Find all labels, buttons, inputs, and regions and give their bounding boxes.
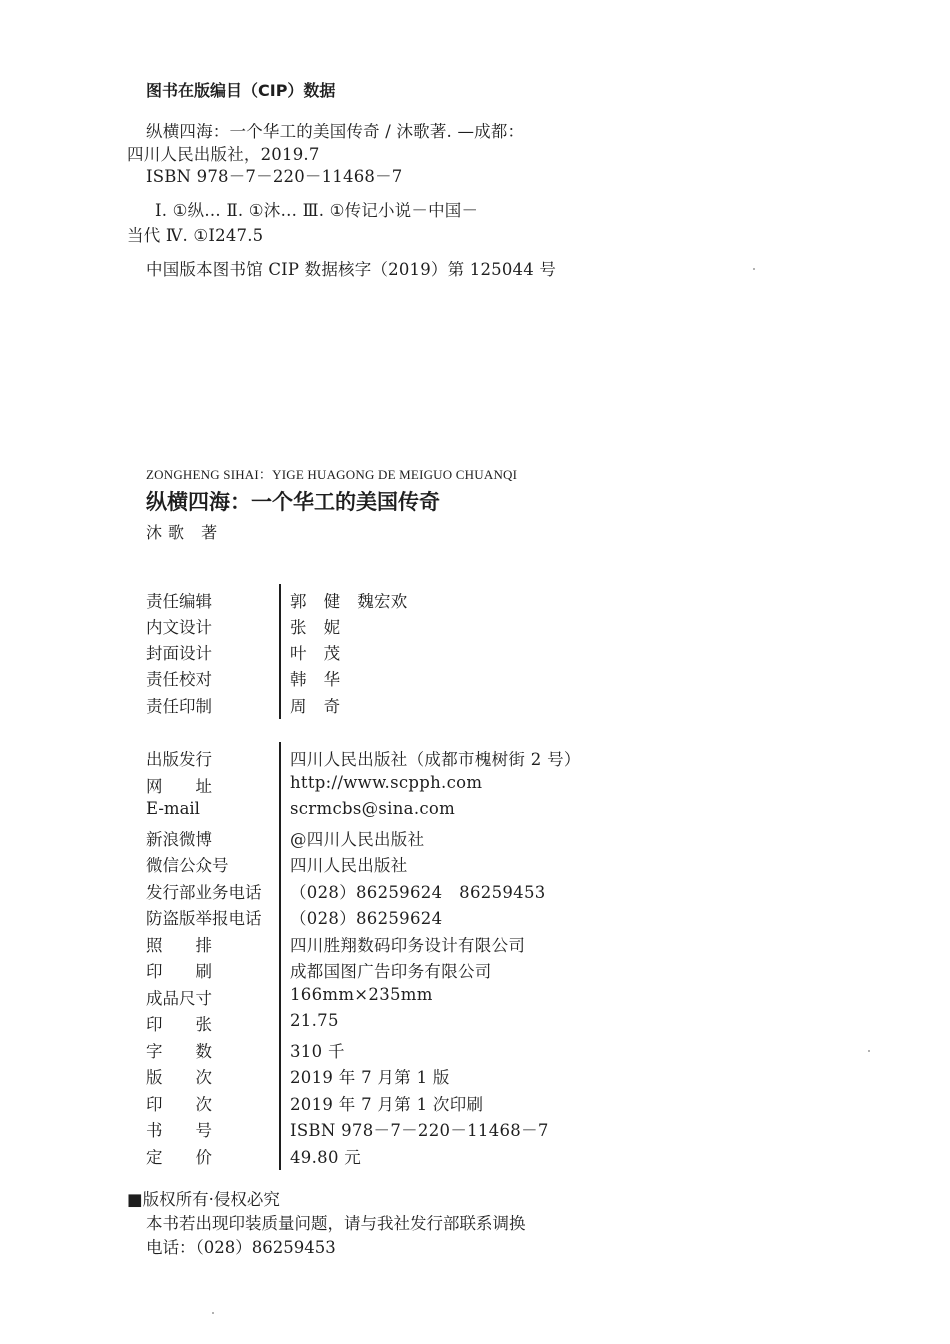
copyright-notice: ■版权所有·侵权必究 [127, 1190, 280, 1209]
publication-label: 印 张 [146, 1015, 212, 1034]
book-author: 沐歌 著 [146, 523, 224, 542]
publication-label: 成品尺寸 [146, 989, 212, 1008]
cip-line-classification: Ⅰ. ①纵… Ⅱ. ①沐… Ⅲ. ①传记小说－中国－ [155, 201, 479, 220]
publication-value: 310 千 [290, 1042, 345, 1061]
credit-row [0, 693, 950, 719]
cip-line-classification-cont: 当代 Ⅳ. ①I247.5 [127, 226, 264, 245]
credit-label: 内文设计 [146, 618, 212, 637]
publication-label: 照 排 [146, 936, 212, 955]
scan-speck [868, 1050, 870, 1052]
publication-value: scrmcbs@sina.com [290, 799, 456, 818]
credit-label: 责任编辑 [146, 592, 212, 611]
publication-label: 印 次 [146, 1095, 212, 1114]
scan-speck [753, 268, 755, 270]
publication-row [0, 1091, 950, 1117]
publication-row [0, 905, 950, 931]
publication-value: 2019 年 7 月第 1 次印刷 [290, 1095, 484, 1114]
credit-label: 封面设计 [146, 644, 212, 663]
publication-row [0, 826, 950, 852]
publication-label: 定 价 [146, 1148, 212, 1167]
quality-notice: 本书若出现印装质量问题，请与我社发行部联系调换 [146, 1214, 526, 1233]
publication-row [0, 958, 950, 984]
book-title-pinyin: ZONGHENG SIHAI：YIGE HUAGONG DE MEIGUO CHUANQI [146, 467, 518, 482]
publication-label: 新浪微博 [146, 830, 212, 849]
publication-row [0, 799, 950, 825]
publication-value: （028）86259624 86259453 [290, 883, 546, 902]
publication-value: ISBN 978－7－220－11468－7 [290, 1121, 549, 1140]
publication-value: 四川人民出版社 [290, 856, 408, 875]
credit-label: 责任印制 [146, 697, 212, 716]
publication-value: @四川人民出版社 [290, 830, 425, 849]
publication-label: 书 号 [146, 1121, 212, 1140]
publication-label: E-mail [146, 799, 200, 818]
publication-label: 字 数 [146, 1042, 212, 1061]
cip-line-isbn: ISBN 978－7－220－11468－7 [146, 167, 403, 186]
contact-phone: 电话：（028）86259453 [146, 1238, 336, 1257]
publication-row [0, 852, 950, 878]
credit-row [0, 666, 950, 692]
publication-value: 21.75 [290, 1011, 339, 1030]
publication-row [0, 773, 950, 799]
credit-row [0, 640, 950, 666]
publication-value: （028）86259624 [290, 909, 443, 928]
scan-speck [212, 1312, 214, 1314]
book-title: 纵横四海：一个华工的美国传奇 [146, 490, 440, 514]
publication-value: 四川人民出版社（成都市槐树街 2 号） [290, 750, 581, 769]
publication-value: 四川胜翔数码印务设计有限公司 [290, 936, 526, 955]
publication-row [0, 1117, 950, 1143]
publication-value: http://www.scpph.com [290, 773, 483, 792]
publication-value: 成都国图广告印务有限公司 [290, 962, 492, 981]
publication-row [0, 1064, 950, 1090]
publication-label: 印 刷 [146, 962, 212, 981]
cip-line-record-number: 中国版本图书馆 CIP 数据核字（2019）第 125044 号 [146, 260, 557, 279]
cip-line-title: 纵横四海：一个华工的美国传奇 / 沐歌著. —成都： [146, 122, 525, 141]
publication-label: 网 址 [146, 777, 212, 796]
publication-row [0, 1038, 950, 1064]
publication-row [0, 746, 950, 772]
publication-label: 版 次 [146, 1068, 212, 1087]
publication-label: 发行部业务电话 [146, 883, 262, 902]
publication-label: 出版发行 [146, 750, 212, 769]
publication-row [0, 1144, 950, 1170]
publication-value: 2019 年 7 月第 1 版 [290, 1068, 450, 1087]
credit-label: 责任校对 [146, 670, 212, 689]
credit-value: 周 奇 [290, 697, 341, 716]
publication-row [0, 985, 950, 1011]
credit-value: 叶 茂 [290, 644, 341, 663]
credit-value: 郭 健 魏宏欢 [290, 592, 408, 611]
publication-label: 微信公众号 [146, 856, 229, 875]
publication-value: 166mm×235mm [290, 985, 433, 1004]
credit-row [0, 614, 950, 640]
credit-row [0, 588, 950, 614]
cip-heading: 图书在版编目（CIP）数据 [146, 81, 336, 100]
publication-row [0, 1011, 950, 1037]
credit-value: 韩 华 [290, 670, 341, 689]
credit-value: 张 妮 [290, 618, 341, 637]
publication-label: 防盗版举报电话 [146, 909, 262, 928]
publication-row [0, 932, 950, 958]
cip-line-publisher: 四川人民出版社，2019.7 [127, 145, 320, 164]
publication-value: 49.80 元 [290, 1148, 362, 1167]
publication-row [0, 879, 950, 905]
